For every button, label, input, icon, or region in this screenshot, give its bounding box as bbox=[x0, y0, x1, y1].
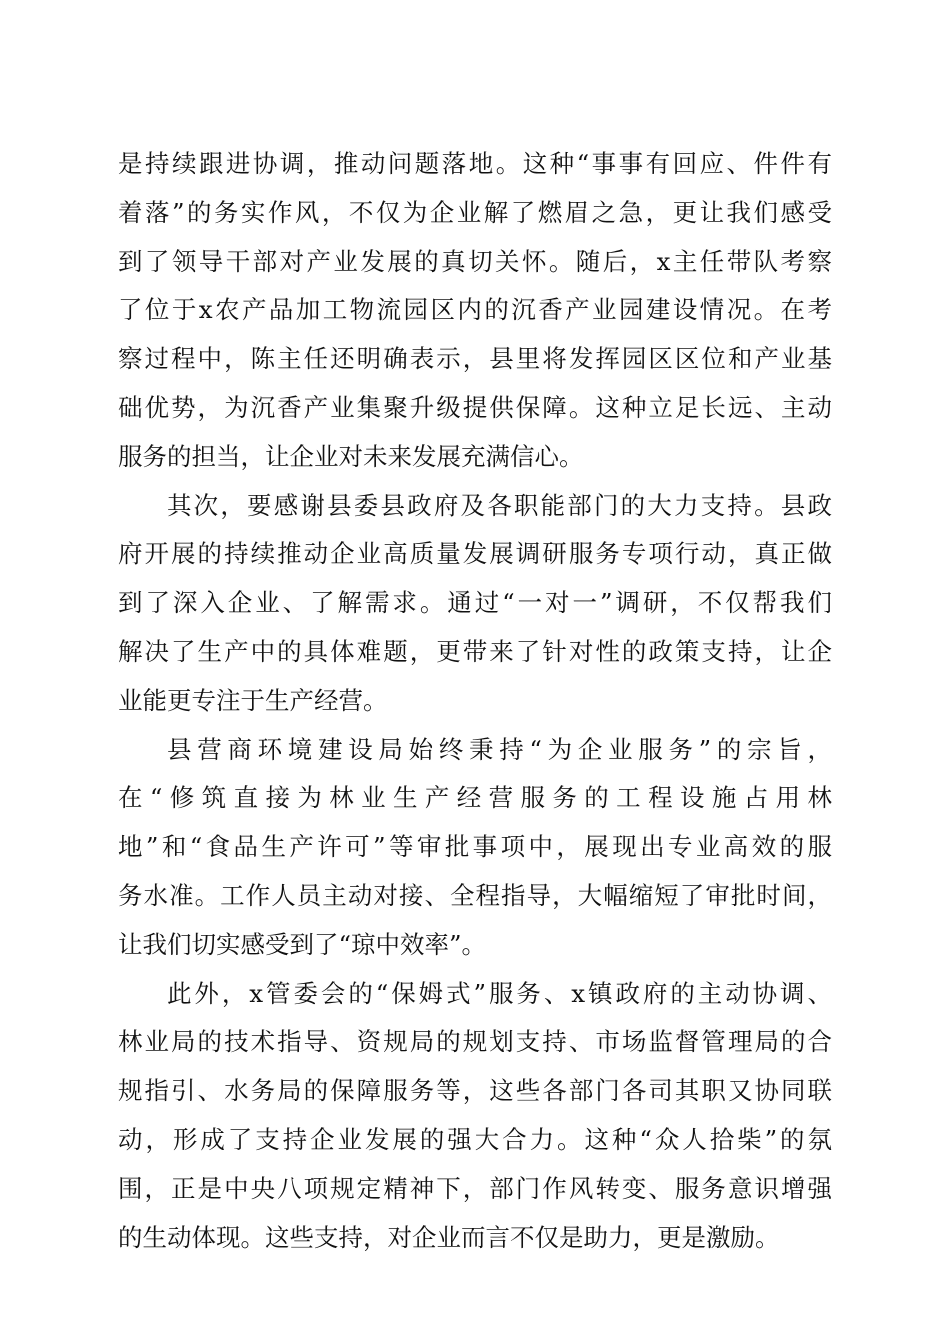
text-line: 林业局的技术指导、资规局的规划支持、市场监督管理局的合 bbox=[118, 1027, 832, 1057]
text-line: 府开展的持续推动企业高质量发展调研服务专项行动，真正做 bbox=[118, 539, 832, 569]
document-body bbox=[118, 140, 832, 1262]
text-line: 察过程中，陈主任还明确表示，县里将发挥园区区位和产业基 bbox=[118, 344, 832, 374]
text-line: 服务的担当，让企业对未来发展充满信心。 bbox=[118, 441, 584, 471]
text-line: 到了深入企业、了解需求。通过“一对一”调研，不仅帮我们 bbox=[118, 588, 832, 618]
text-line: 业能更专注于生产经营。 bbox=[118, 685, 388, 715]
paragraph-start-line: 县营商环境建设局始终秉持“为企业服务”的宗旨， bbox=[167, 734, 832, 764]
text-line: 的生动体现。这些支持，对企业而言不仅是助力，更是激励。 bbox=[118, 1222, 780, 1252]
text-line: 规指引、水务局的保障服务等，这些各部门各司其职又协同联 bbox=[118, 1076, 832, 1106]
text-line: 是持续跟进协调，推动问题落地。这种“事事有回应、件件有 bbox=[118, 149, 832, 178]
text-line: 在“修筑直接为林业生产经营服务的工程设施占用林 bbox=[118, 783, 832, 813]
text-line: 了位于x农产品加工物流园区内的沉香产业园建设情况。在考 bbox=[118, 295, 832, 325]
paragraph-start-line: 此外，x管委会的“保姆式”服务、x镇政府的主动协调、 bbox=[167, 978, 832, 1008]
text-line: 动，形成了支持企业发展的强大合力。这种“众人拾柴”的氛 bbox=[118, 1124, 832, 1154]
text-line: 到了领导干部对产业发展的真切关怀。随后，x主任带队考察 bbox=[118, 246, 832, 276]
paragraph-start-line: 其次，要感谢县委县政府及各职能部门的大力支持。县政 bbox=[167, 490, 832, 520]
text-line: 础优势，为沉香产业集聚升级提供保障。这种立足长远、主动 bbox=[118, 392, 832, 422]
text-line: 务水准。工作人员主动对接、全程指导，大幅缩短了审批时间， bbox=[118, 880, 832, 910]
text-line: 地”和“食品生产许可”等审批事项中，展现出专业高效的服 bbox=[118, 832, 832, 862]
text-line: 着落”的务实作风，不仅为企业解了燃眉之急，更让我们感受 bbox=[118, 197, 832, 227]
text-line: 让我们切实感受到了“琼中效率”。 bbox=[118, 929, 487, 959]
text-line: 解决了生产中的具体难题，更带来了针对性的政策支持，让企 bbox=[118, 636, 832, 666]
text-line: 围，正是中央八项规定精神下，部门作风转变、服务意识增强 bbox=[118, 1173, 832, 1203]
